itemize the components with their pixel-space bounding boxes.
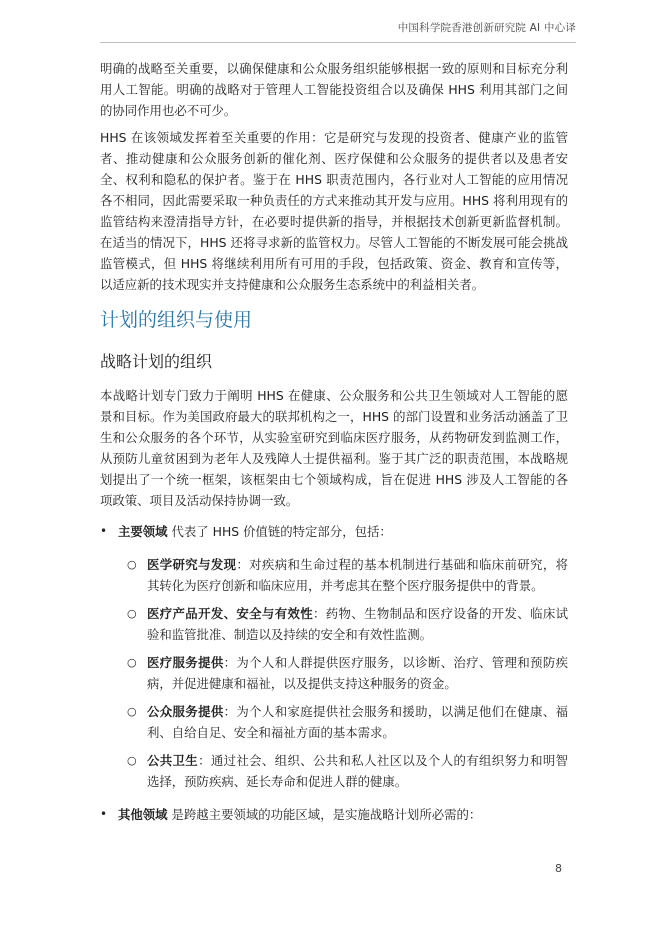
sub-item-term: 医疗服务提供 xyxy=(147,655,224,670)
circle-bullet-icon: ○ xyxy=(127,558,137,571)
running-header: 中国科学院香港创新研究院 AI 中心译 xyxy=(397,22,576,34)
sub-list-item xyxy=(118,701,568,743)
list-item-term: 其他领域 xyxy=(118,807,168,822)
paragraph-hhs-role: HHS 在该领域发挥着至关重要的作用：它是研究与发现的投资者、健康产业的监管者、推动健康和公众服务创新的催化剂、医疗保健和公众服务的提供者以及患者安全、权利和隐私的保护者。鉴于在 HHS 职责范围内，各行业对人工智能的应用情况各不相同，因此需要采取一种负责任的方式来推动其开发与应用。HHS 将利用现有的监管结构来澄清指导方针，在必要时提供新的指导，并根据技术创新更新监督机制。在适当的情况下，HHS 还将寻求新的监管权力。尽管人工智能的不断发展可能会挑战监管模式，但 HHS 将继续利用所有可用的手段，包括政策、资金、教育和宣传等，以适应新的技术现实并支持健康和公众服务生态系统中的利益相关者。 xyxy=(100,130,568,292)
sub-item-term: 公众服务提供 xyxy=(147,704,224,719)
circle-bullet-icon: ○ xyxy=(127,607,137,620)
sub-item-text: ：为个人和家庭提供社会服务和援助，以满足他们在健康、福利、自给自足、安全和福祉方面的基本需求。 xyxy=(147,704,569,740)
list-item-text: 是跨越主要领域的功能区域，是实施战略计划所必需的： xyxy=(171,807,482,822)
sub-list-item xyxy=(118,603,568,645)
page-number: 8 xyxy=(555,862,562,875)
sub-item-text: ：为个人和人群提供医疗服务，以诊断、治疗、管理和预防疾病，并促进健康和福祉，以及提供支持这种服务的资金。 xyxy=(147,655,569,691)
sub-item-term: 公共卫生 xyxy=(147,753,199,768)
paragraph-plan-organization: 本战略计划专门致力于阐明 HHS 在健康、公众服务和公共卫生领域对人工智能的愿景和目标。作为美国政府最大的联邦机构之一，HHS 的部门设置和业务活动涵盖了卫生和公众服务的各个环节，从实验室研究到临床医疗服务，从药物研发到监测工作，从预防儿童贫困到为老年人及残障人士提供福利。鉴于其广泛的职责范围，本战略规划提出了一个统一框架，该框架由七个领域构成，旨在促进 HHS 涉及人工智能的各项政策、项目及活动保持协调一致。 xyxy=(100,388,568,508)
sub-item-text: ：药物、生物制品和医疗设备的开发、临床试验和监管批准、制造以及持续的安全和有效性监测。 xyxy=(147,606,569,642)
primary-domain-sublist xyxy=(118,554,568,792)
bullet-icon: • xyxy=(100,524,108,538)
list-item-term: 主要领域 xyxy=(118,524,168,539)
sub-list-item xyxy=(118,652,568,694)
paragraph-strategy-importance: 明确的战略至关重要，以确保健康和公众服务组织能够根据一致的原则和目标充分利用人工智能。明确的战略对于管理人工智能投资组合以及确保 HHS 利用其部门之间的协同作用也必不可少。 xyxy=(100,61,568,118)
list-item-text: 代表了 HHS 价值链的特定部分，包括： xyxy=(171,524,392,539)
sub-item-term: 医疗产品开发、安全与有效性 xyxy=(147,606,313,621)
sub-item-term: 医学研究与发现 xyxy=(147,557,237,572)
sub-list-item xyxy=(118,554,568,596)
circle-bullet-icon: ○ xyxy=(127,754,137,767)
list-item-primary-domains xyxy=(100,521,568,792)
sub-item-text: ：对疾病和生命过程的基本机制进行基础和临床前研究，将其转化为医疗创新和临床应用，并考虑其在整个医疗服务提供中的背景。 xyxy=(147,557,569,593)
main-content xyxy=(100,58,568,837)
header-divider xyxy=(100,42,576,43)
domain-list xyxy=(100,521,568,825)
sub-item-text: ：通过社会、组织、公共和私人社区以及个人的有组织努力和明智选择，预防疾病、延长寿命和促进人群的健康。 xyxy=(147,753,569,789)
bullet-icon: • xyxy=(100,807,108,821)
subsection-heading: 战略计划的组织 xyxy=(100,352,213,371)
list-item-other-domains xyxy=(100,804,568,825)
sub-list-item xyxy=(118,750,568,792)
circle-bullet-icon: ○ xyxy=(127,705,137,718)
circle-bullet-icon: ○ xyxy=(127,656,137,669)
section-heading: 计划的组织与使用 xyxy=(100,309,253,331)
